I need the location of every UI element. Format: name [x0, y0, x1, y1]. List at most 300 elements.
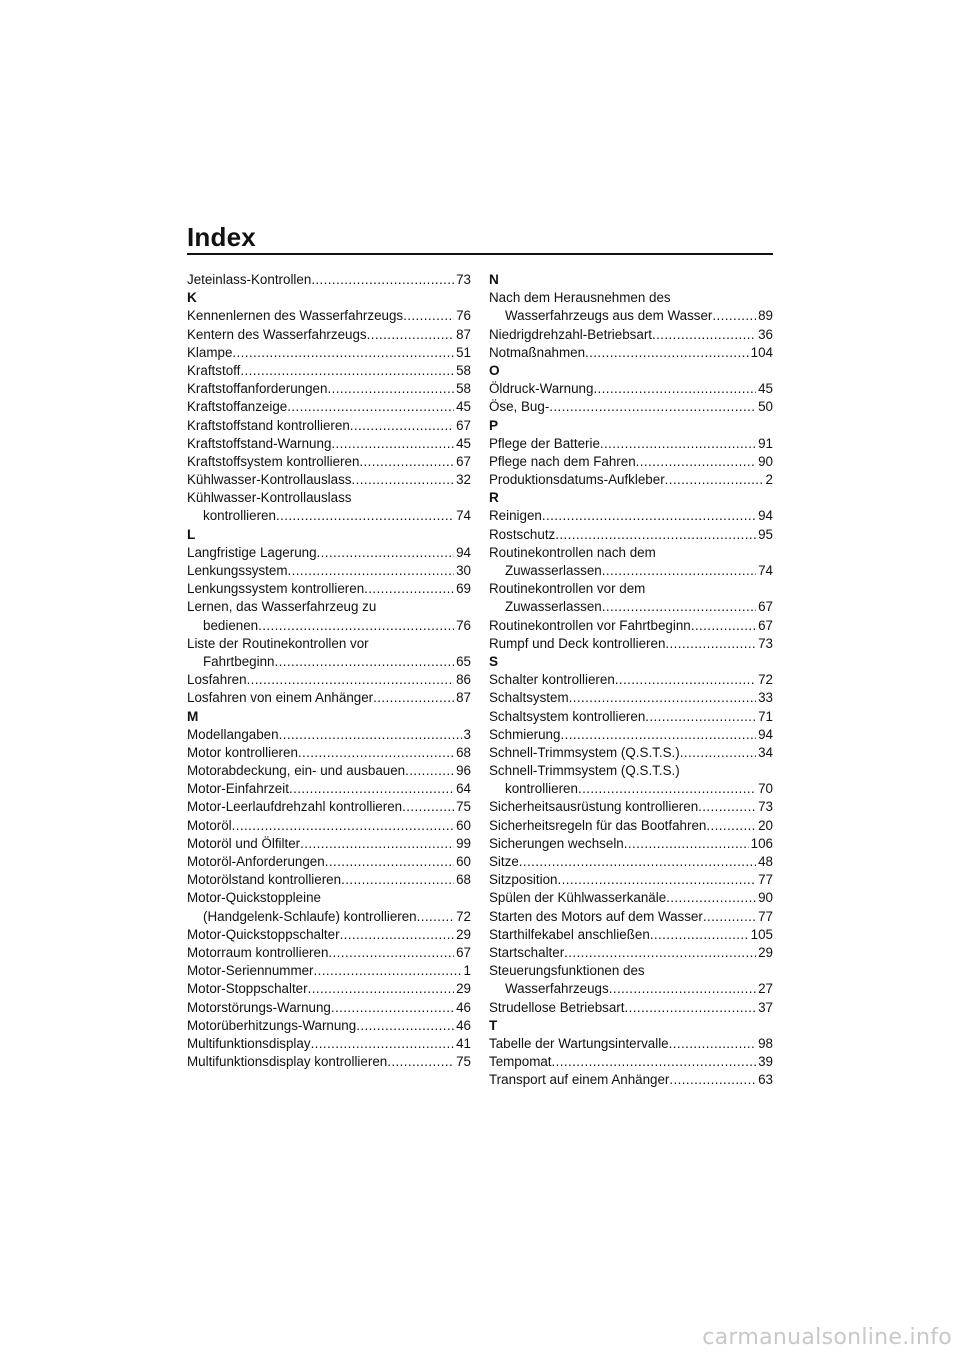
index-letter-heading: T	[489, 1017, 498, 1033]
dot-leader	[308, 980, 455, 998]
index-entry	[187, 362, 471, 380]
index-entry-head: Steuerungsfunktionen des	[489, 963, 645, 979]
index-page-number: 1	[463, 963, 471, 979]
index-entry	[489, 344, 773, 362]
index-entry-label: Motorabdeckung, ein- und ausbauen	[187, 763, 406, 779]
index-entry-label: bedienen	[203, 617, 259, 633]
dot-leader	[555, 526, 756, 544]
index-entry-label: Kraftstoff	[187, 362, 241, 378]
index-page-number: 104	[750, 344, 773, 360]
index-entry	[187, 435, 471, 453]
page-title: Index	[187, 222, 256, 252]
dot-leader	[289, 780, 454, 798]
index-entry-label: Jeteinlass-Kontrollen	[187, 272, 312, 287]
index-entry-label: Multifunktionsdisplay kontrollieren	[187, 1054, 388, 1070]
dot-leader	[680, 744, 756, 762]
index-entry-label: Motor-Leerlaufdrehzahl kontrollieren	[187, 799, 403, 815]
index-entry	[187, 817, 471, 835]
index-page-number: 72	[456, 908, 471, 924]
index-entry-label: Motor-Einfahrzeit	[187, 781, 289, 797]
index-page-number: 58	[456, 381, 471, 397]
dot-leader	[402, 798, 454, 816]
index-page-number: 20	[758, 817, 773, 833]
index-entry-head: Nach dem Herausnehmen des	[489, 290, 671, 306]
index-entry	[187, 980, 471, 998]
index-entry	[489, 1035, 773, 1053]
index-entry-label: Kraftstoffstand-Warnung	[187, 435, 332, 451]
index-entry-label: Zuwasserlassen	[505, 563, 602, 578]
index-entry	[489, 817, 773, 835]
index-page-number: 67	[456, 453, 471, 469]
index-entry	[187, 471, 471, 489]
dot-leader	[317, 544, 455, 562]
index-page-number: 67	[758, 599, 773, 615]
index-page-number: 87	[456, 326, 471, 342]
dot-leader	[645, 708, 756, 726]
index-page-number: 29	[456, 926, 471, 942]
dot-leader	[652, 326, 756, 344]
index-page-number: 68	[456, 872, 471, 888]
dot-leader	[706, 817, 756, 835]
index-entry	[187, 307, 471, 325]
index-page-number: 65	[456, 653, 471, 669]
dot-leader	[247, 671, 455, 689]
index-entry-continuation	[187, 653, 471, 671]
index-page-number: 63	[758, 1072, 773, 1088]
index-letter-heading: R	[489, 490, 499, 506]
index-entry-label: Pflege der Batterie	[489, 435, 600, 451]
index-entry-label: Motor-Quickstoppschalter	[187, 926, 340, 942]
index-entry	[489, 435, 773, 453]
index-entry	[187, 1035, 471, 1053]
dot-leader	[602, 562, 756, 580]
index-entry-label: Sitzposition	[489, 872, 558, 888]
index-page-number: 94	[758, 726, 773, 742]
index-page-number: 67	[456, 417, 471, 433]
index-entry-label: Sicherheitsausrüstung kontrollieren	[489, 799, 699, 815]
dot-leader	[703, 908, 756, 926]
index-entry	[187, 562, 471, 580]
dot-leader	[328, 944, 454, 962]
index-entry	[187, 926, 471, 944]
index-entry	[489, 744, 773, 762]
dot-leader	[364, 580, 454, 598]
index-letter-heading: P	[489, 417, 499, 433]
dot-leader	[340, 926, 455, 944]
index-entry	[489, 471, 773, 489]
index-entry	[187, 780, 471, 798]
index-entry-head: Motor-Quickstoppleine	[187, 890, 321, 906]
dot-leader	[403, 307, 454, 325]
index-page-number: 67	[758, 617, 773, 633]
index-entry-continuation	[489, 307, 773, 325]
dot-leader	[557, 871, 756, 889]
index-entry	[489, 617, 773, 635]
index-page-number: 77	[758, 908, 773, 924]
dot-leader	[650, 926, 749, 944]
index-page-number: 68	[456, 744, 471, 760]
index-page-number: 36	[758, 326, 773, 342]
index-page-number: 32	[456, 472, 471, 488]
index-entry	[489, 999, 773, 1017]
index-entry	[187, 671, 471, 689]
dot-leader	[325, 853, 454, 871]
index-entry-head: Liste der Routinekontrollen vor	[187, 635, 369, 651]
dot-leader	[232, 344, 454, 362]
dot-leader	[331, 435, 454, 453]
index-page-number: 2	[765, 472, 773, 488]
dot-leader	[691, 617, 756, 635]
dot-leader	[240, 362, 454, 380]
index-entry-label: Routinekontrollen vor Fahrtbeginn	[489, 617, 691, 633]
index-entry-continuation	[187, 507, 471, 525]
index-entry	[187, 1017, 471, 1035]
index-entry	[187, 344, 471, 362]
index-entry-continuation	[489, 562, 773, 580]
dot-leader	[405, 762, 454, 780]
index-entry	[489, 326, 773, 344]
index-entry-label: Reinigen	[489, 508, 542, 524]
index-entry-label: Kühlwasser-Kontrollauslass	[187, 472, 352, 488]
index-page-number: 106	[750, 835, 773, 851]
index-entry	[489, 944, 773, 962]
dot-leader	[593, 380, 756, 398]
index-entry-label: Produktionsdatums-Aufkleber	[489, 472, 665, 488]
dot-leader	[351, 471, 454, 489]
index-entry	[489, 889, 773, 907]
index-page-number: 45	[456, 399, 471, 415]
dot-leader	[698, 798, 756, 816]
index-entry	[187, 835, 471, 853]
index-entry	[187, 271, 471, 289]
dot-leader	[276, 507, 454, 525]
index-entry	[489, 708, 773, 726]
index-page-number: 30	[456, 563, 471, 578]
dot-leader	[624, 835, 749, 853]
dot-leader	[636, 453, 756, 471]
index-column-right	[489, 271, 773, 1089]
dot-leader	[712, 307, 756, 325]
index-entry-label: Losfahren	[187, 672, 247, 688]
index-page-number: 50	[758, 399, 773, 415]
index-entry-label: Rumpf und Deck kontrollieren	[489, 635, 666, 651]
index-entry	[489, 853, 773, 871]
index-entry-label: Motoröl	[187, 817, 232, 833]
index-entry-label: Klampe	[187, 344, 233, 360]
index-entry-label: Transport auf einem Anhänger	[489, 1072, 670, 1088]
index-entry	[489, 380, 773, 398]
index-entry-label: Spülen der Kühlwasserkanäle	[489, 890, 667, 906]
index-entry	[489, 398, 773, 416]
dot-leader	[665, 471, 764, 489]
index-entry	[187, 962, 471, 980]
index-entry	[187, 871, 471, 889]
dot-leader	[331, 999, 454, 1017]
dot-leader	[585, 344, 749, 362]
index-letter-heading: M	[187, 708, 199, 724]
index-entry	[489, 926, 773, 944]
index-page-number: 69	[456, 581, 471, 597]
index-page-number: 77	[758, 872, 773, 888]
dot-leader	[665, 635, 756, 653]
index-entry-label: Motor-Stoppschalter	[187, 981, 308, 997]
watermark: carmanualsonline.info	[702, 1325, 952, 1350]
index-page-number: 76	[456, 617, 471, 633]
dot-leader	[666, 889, 756, 907]
index-entry-label: Motoröl-Anforderungen	[187, 854, 325, 869]
index-letter-heading: L	[187, 526, 196, 542]
index-entry	[187, 398, 471, 416]
index-page-number: 73	[758, 635, 773, 651]
index-entry-label: Pflege nach dem Fahren	[489, 453, 636, 469]
index-page-number: 33	[758, 690, 773, 706]
index-page-number: 98	[758, 1035, 773, 1051]
index-entry-label: Sitze	[489, 854, 519, 869]
index-letter-heading: K	[187, 290, 197, 306]
index-page-number: 34	[758, 744, 773, 760]
index-entry-label: Kraftstoffstand kontrollieren	[187, 417, 350, 433]
index-entry-label: Tempomat	[489, 1054, 552, 1070]
index-entry	[187, 417, 471, 435]
dot-leader	[669, 1035, 756, 1053]
index-entry	[489, 798, 773, 816]
index-entry-label: Motorölstand kontrollieren	[187, 872, 342, 888]
dot-leader	[258, 617, 454, 635]
index-page-number: 94	[758, 508, 773, 524]
index-page-number: 39	[758, 1054, 773, 1070]
index-entry-label: Langfristige Lagerung	[187, 544, 317, 560]
dot-leader	[287, 398, 454, 416]
dot-leader	[373, 689, 454, 707]
dot-leader	[356, 1017, 454, 1035]
index-entry-label: Wasserfahrzeugs aus dem Wasser	[505, 308, 713, 324]
index-page-number: 76	[456, 308, 471, 324]
index-page-number: 51	[456, 344, 471, 360]
index-page-number: 73	[456, 272, 471, 287]
index-entry	[187, 1053, 471, 1071]
dot-leader	[387, 1053, 454, 1071]
index-entry-label: Motorstörungs-Warnung	[187, 999, 331, 1015]
index-entry-label: Öse, Bug-	[489, 399, 550, 415]
title-rule	[187, 253, 773, 255]
dot-leader	[274, 653, 454, 671]
index-entry	[187, 689, 471, 707]
index-page-number: 27	[758, 981, 773, 997]
index-entry-label: Sicherungen wechseln	[489, 835, 624, 851]
index-page-number: 90	[758, 890, 773, 906]
index-entry-continuation	[187, 617, 471, 635]
index-page-number: 75	[456, 1054, 471, 1070]
index-page-number: 90	[758, 453, 773, 469]
dot-leader	[232, 817, 454, 835]
index-entry	[489, 726, 773, 744]
index-page-number: 105	[750, 926, 773, 942]
index-entry	[187, 798, 471, 816]
dot-leader	[600, 435, 756, 453]
index-entry-label: Kraftstoffanzeige	[187, 399, 288, 415]
dot-leader	[624, 999, 756, 1017]
index-entry-continuation	[489, 780, 773, 798]
index-page-number: 95	[758, 526, 773, 542]
index-entry-label: (Handgelenk-Schlaufe) kontrollieren	[203, 908, 417, 924]
index-column-left	[187, 271, 471, 1071]
index-entry-label: Motorraum kontrollieren	[187, 944, 329, 960]
dot-leader	[314, 962, 462, 980]
index-entry	[187, 544, 471, 562]
index-entry-label: Losfahren von einem Anhänger	[187, 690, 374, 706]
index-entry-label: Schaltsystem	[489, 690, 569, 706]
index-entry-label: Schalter kontrollieren	[489, 672, 615, 688]
index-entry-label: Tabelle der Wartungsintervalle	[489, 1035, 669, 1051]
index-entry	[187, 726, 471, 744]
index-entry-label: Schmierung	[489, 726, 561, 742]
index-letter-heading: S	[489, 653, 499, 669]
index-entry-label: Motoröl und Ölfilter	[187, 835, 301, 851]
index-entry	[187, 999, 471, 1017]
index-entry	[187, 580, 471, 598]
dot-leader	[341, 871, 454, 889]
dot-leader	[578, 780, 756, 798]
index-entry	[187, 744, 471, 762]
index-entry-label: Lenkungssystem kontrollieren	[187, 581, 365, 597]
index-entry-head: Routinekontrollen nach dem	[489, 544, 656, 560]
index-entry-label: Kennenlernen des Wasserfahrzeugs	[187, 308, 404, 324]
index-entry	[489, 671, 773, 689]
dot-leader	[602, 598, 756, 616]
index-page-number: 71	[758, 708, 773, 724]
index-page-number: 94	[456, 544, 471, 560]
index-entry	[489, 908, 773, 926]
index-entry-label: Wasserfahrzeugs	[505, 981, 609, 997]
index-page-number: 60	[456, 854, 471, 869]
index-page-number: 29	[456, 981, 471, 997]
index-page-number: 64	[456, 781, 471, 797]
index-entry-label: Kraftstoffanforderungen	[187, 381, 328, 397]
index-page-number: 75	[456, 799, 471, 815]
index-entry-label: Modellangaben	[187, 726, 279, 742]
index-entry-label: Rostschutz	[489, 526, 556, 542]
dot-leader	[552, 1053, 757, 1071]
index-page-number: 46	[456, 1017, 471, 1033]
dot-leader	[564, 944, 756, 962]
index-page-number: 29	[758, 944, 773, 960]
index-entry-label: Motorüberhitzungs-Warnung	[187, 1017, 357, 1033]
dot-leader	[300, 835, 454, 853]
index-page-number: 70	[758, 781, 773, 797]
index-entry-label: Strudellose Betriebsart	[489, 999, 625, 1015]
index-page-number: 89	[758, 308, 773, 324]
index-entry-label: Öldruck-Warnung	[489, 381, 594, 397]
dot-leader	[311, 1035, 455, 1053]
index-entry-head: Routinekontrollen vor dem	[489, 581, 646, 597]
index-page-number: 48	[758, 854, 773, 869]
index-entry-label: Niedrigdrehzahl-Betriebsart	[489, 326, 652, 342]
index-entry-label: Sicherheitsregeln für das Bootfahren	[489, 817, 707, 833]
index-page-number: 74	[758, 563, 773, 578]
index-page-number: 96	[456, 763, 471, 779]
dot-leader	[287, 562, 454, 580]
dot-leader	[298, 744, 454, 762]
dot-leader	[311, 271, 454, 289]
index-entry-label: Starthilfekabel anschließen	[489, 926, 650, 942]
dot-leader	[519, 853, 756, 871]
index-entry-label: kontrollieren	[203, 508, 276, 524]
index-entry-label: Multifunktionsdisplay	[187, 1035, 311, 1051]
index-entry	[489, 1071, 773, 1089]
index-page-number: 45	[456, 435, 471, 451]
index-page-number: 73	[758, 799, 773, 815]
index-entry	[489, 871, 773, 889]
dot-leader	[542, 507, 756, 525]
index-page-number: 67	[456, 944, 471, 960]
index-page-number: 58	[456, 362, 471, 378]
index-entry-label: Lenkungssystem	[187, 563, 288, 578]
index-entry	[489, 1053, 773, 1071]
index-entry	[489, 526, 773, 544]
index-letter-heading: N	[489, 272, 499, 287]
dot-leader	[350, 417, 454, 435]
index-entry-head: Lernen, das Wasserfahrzeug zu	[187, 599, 377, 615]
index-entry	[187, 380, 471, 398]
index-page-number: 46	[456, 999, 471, 1015]
dot-leader	[549, 398, 756, 416]
index-entry-continuation	[489, 980, 773, 998]
index-entry	[187, 326, 471, 344]
index-entry-head: Kühlwasser-Kontrollauslass	[187, 490, 352, 506]
index-page-number: 87	[456, 690, 471, 706]
index-page-number: 45	[758, 381, 773, 397]
index-entry	[489, 635, 773, 653]
index-entry	[489, 689, 773, 707]
dot-leader	[569, 689, 756, 707]
index-page-number: 60	[456, 817, 471, 833]
index-letter-heading: O	[489, 362, 500, 378]
index-entry-label: Schnell-Trimmsystem (Q.S.T.S.)	[489, 744, 680, 760]
index-entry	[489, 835, 773, 853]
index-page-number: 74	[456, 508, 471, 524]
index-entry	[187, 762, 471, 780]
index-page-number: 99	[456, 835, 471, 851]
dot-leader	[615, 671, 756, 689]
index-entry-label: Motor kontrollieren	[187, 744, 298, 760]
index-page-number: 37	[758, 999, 773, 1015]
dot-leader	[359, 453, 454, 471]
index-entry-label: Notmaßnahmen	[489, 344, 586, 360]
index-page-number: 3	[463, 726, 471, 742]
index-entry-label: Startschalter	[489, 944, 565, 960]
index-page-number: 72	[758, 672, 773, 688]
dot-leader	[560, 726, 756, 744]
index-entry-label: Kraftstoffsystem kontrollieren	[187, 453, 360, 469]
index-entry-label: Starten des Motors auf dem Wasser	[489, 908, 703, 924]
index-entry-label: Fahrtbeginn	[203, 653, 275, 669]
index-entry	[489, 507, 773, 525]
dot-leader	[367, 326, 454, 344]
index-entry-label: Schaltsystem kontrollieren	[489, 708, 646, 724]
index-entry-continuation	[489, 598, 773, 616]
dot-leader	[609, 980, 756, 998]
index-entry-label: Kentern des Wasserfahrzeugs	[187, 326, 367, 342]
index-entry	[187, 853, 471, 871]
index-entry	[187, 453, 471, 471]
index-page-number: 41	[456, 1035, 471, 1051]
dot-leader	[279, 726, 462, 744]
index-entry-continuation	[187, 908, 471, 926]
index-page-number: 86	[456, 672, 471, 688]
dot-leader	[669, 1071, 756, 1089]
index-entry-label: Zuwasserlassen	[505, 599, 602, 615]
index-entry	[489, 453, 773, 471]
